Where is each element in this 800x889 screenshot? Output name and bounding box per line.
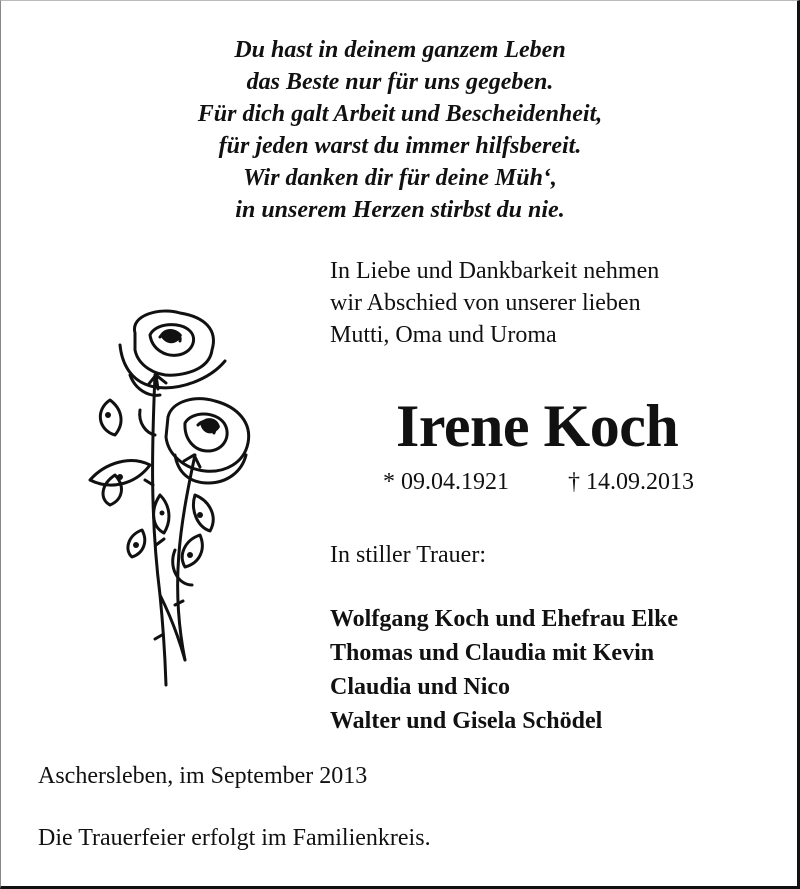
mourner-name: Thomas und Claudia mit Kevin bbox=[330, 640, 655, 666]
poem-line: für jeden warst du immer hilfsbereit. bbox=[218, 133, 582, 159]
poem-line: Für dich galt Arbeit und Bescheidenheit, bbox=[197, 101, 603, 127]
mourner-name: Claudia und Nico bbox=[330, 674, 511, 700]
intro-line: Mutti, Oma und Uroma bbox=[330, 322, 557, 348]
poem-line: Wir danken dir für deine Müh‘, bbox=[243, 165, 557, 191]
mourning-label: In stiller Trauer: bbox=[330, 542, 486, 568]
intro-text bbox=[330, 255, 659, 351]
deceased-name: Irene Koch bbox=[396, 393, 679, 459]
place-date: Aschersleben, im September 2013 bbox=[38, 763, 368, 789]
poem-line: in unserem Herzen stirbst du nie. bbox=[235, 197, 565, 223]
rose-icon bbox=[60, 305, 270, 695]
mourner-name: Wolfgang Koch und Ehefrau Elke bbox=[330, 606, 679, 632]
death-date: † 14.09.2013 bbox=[568, 469, 694, 495]
poem-line: das Beste nur für uns gegeben. bbox=[246, 69, 554, 95]
intro-line: wir Abschied von unserer lieben bbox=[330, 290, 641, 316]
funeral-note: Die Trauerfeier erfolgt im Familienkreis. bbox=[38, 825, 431, 851]
birth-date: * 09.04.1921 bbox=[383, 469, 509, 495]
intro-line: In Liebe und Dankbarkeit nehmen bbox=[330, 258, 660, 284]
poem bbox=[0, 34, 800, 226]
mourner-name: Walter und Gisela Schödel bbox=[330, 708, 603, 734]
poem-line: Du hast in deinem ganzem Leben bbox=[234, 37, 566, 63]
mourners-list bbox=[330, 602, 678, 738]
